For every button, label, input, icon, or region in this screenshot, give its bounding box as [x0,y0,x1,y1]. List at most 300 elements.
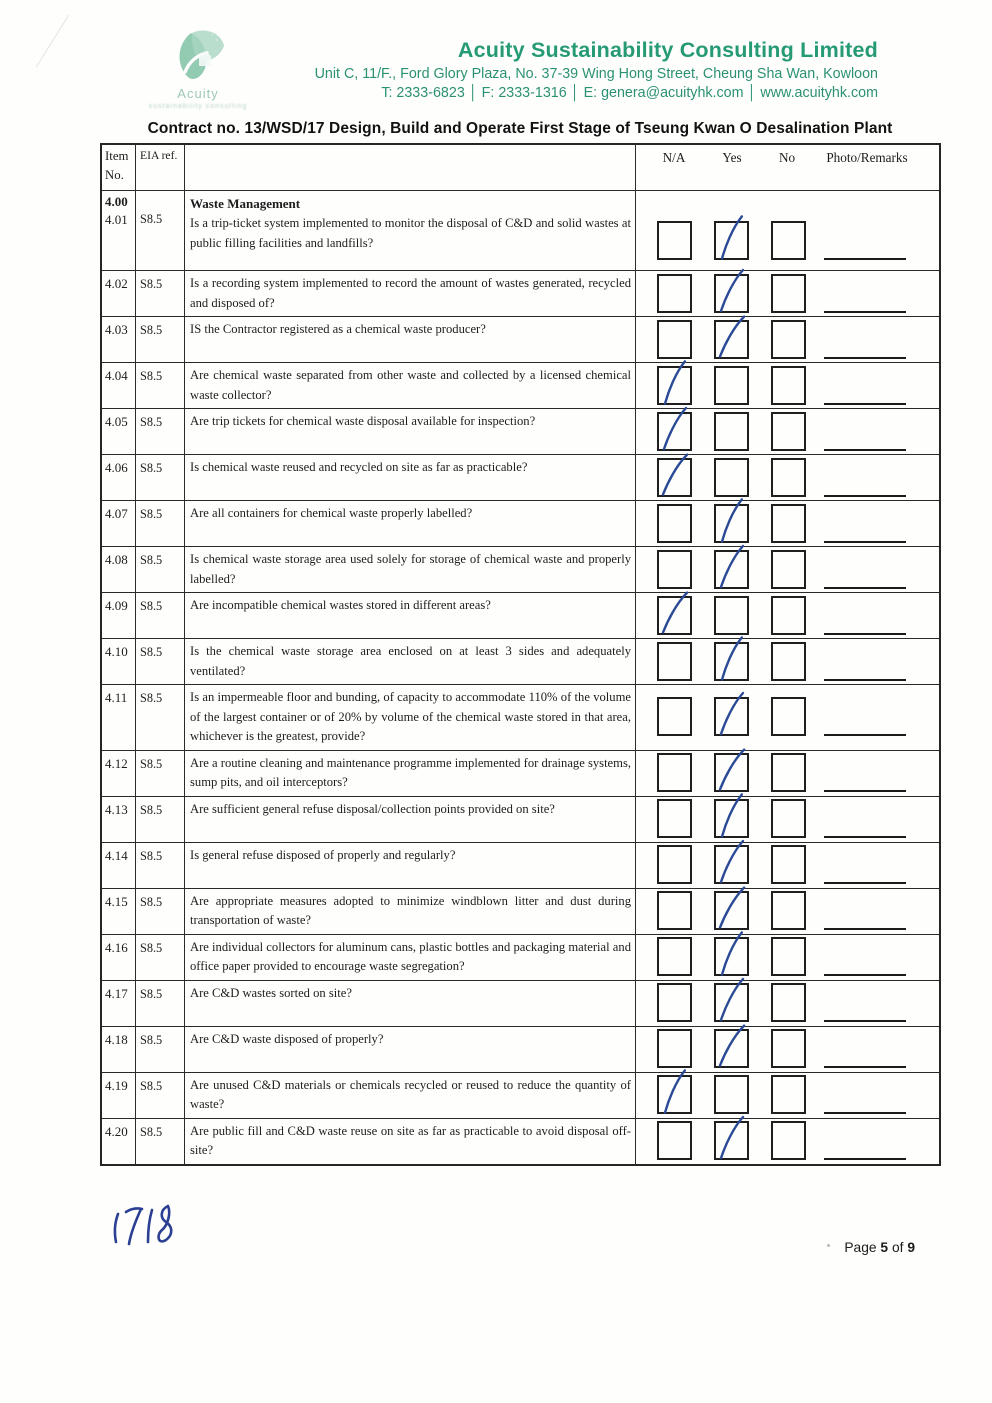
photo-remarks-line[interactable] [824,1158,906,1160]
checkbox-no[interactable] [771,937,806,976]
checkbox-na[interactable] [657,458,692,497]
question-cell [185,317,636,362]
item-no-cell [102,935,136,980]
checkbox-yes[interactable] [714,504,749,543]
item-no-cell [102,751,136,796]
checkbox-no[interactable] [771,1121,806,1160]
answer-boxes [636,596,939,636]
checkbox-yes[interactable] [714,274,749,313]
item-number: 4.03 [105,322,128,337]
question-cell [185,685,636,750]
checkbox-na[interactable] [657,891,692,930]
question-text: Are appropriate measures adopted to minimize windblown litter and dust during transportation of waste? [190,893,631,927]
checkbox-no[interactable] [771,799,806,838]
item-number: 4.06 [105,460,128,475]
table-row [102,546,939,592]
checkbox-yes[interactable] [714,845,749,884]
checkbox-no[interactable] [771,412,806,451]
checkbox-yes[interactable] [714,983,749,1022]
checkbox-no[interactable] [771,596,806,635]
eia-ref-cell [136,455,185,500]
address-line: Unit C, 11/F., Ford Glory Plaza, No. 37-39 Wing Hong Street, Cheung Sha Wan, Kowloon [314,66,878,82]
question-text: Is a trip-ticket system implemented to monitor the disposal of C&D and solid wastes at public filling facilities and landfills? [190,216,631,250]
question-cell [185,1073,636,1118]
tick-mark-icon [715,929,750,981]
answer-boxes [636,550,939,590]
photo-remarks-line[interactable] [824,311,906,313]
table-row [102,750,939,796]
photo-remarks-line[interactable] [824,357,906,359]
answer-boxes [636,937,939,977]
answers-cell [636,547,939,592]
eia-ref-cell [136,1027,185,1072]
photo-remarks-line[interactable] [824,1112,906,1114]
question-text: Is general refuse disposed of properly and regularly? [190,847,456,862]
answers-cell [636,501,939,546]
question-cell [185,889,636,934]
answer-boxes [636,320,939,360]
checkbox-na[interactable] [657,1075,692,1114]
answer-boxes [636,983,939,1023]
answer-boxes [636,366,939,406]
checkbox-na[interactable] [657,983,692,1022]
column-header-item-no [102,145,136,190]
checkbox-na[interactable] [657,1029,692,1068]
checkbox-no[interactable] [771,845,806,884]
eia-ref: S8.5 [140,645,163,659]
eia-ref: S8.5 [140,507,163,521]
contract-title: Contract no. 13/WSD/17 Design, Build and Operate First Stage of Tseung Kwan O Desalination Plant [147,120,893,137]
checkbox-no[interactable] [771,983,806,1022]
answers-cell [636,751,939,796]
item-number: 4.18 [105,1031,128,1047]
page-word: Page [844,1240,877,1255]
checkbox-no[interactable] [771,504,806,543]
checkbox-yes[interactable] [714,221,749,260]
tick-mark-icon [716,976,748,1026]
table-row [102,1072,939,1118]
item-number: 4.20 [105,1123,128,1139]
question-text: Is chemical waste storage area used solely for storage of chemical waste and properly labelled? [190,552,631,586]
of-word: of [891,1240,904,1255]
table-row [102,638,939,684]
checkbox-yes[interactable] [714,320,749,359]
eia-ref-cell [136,685,185,750]
eia-ref-cell [136,1073,185,1118]
table-row [102,190,939,270]
eia-ref-cell [136,889,185,934]
item-number: 4.07 [105,506,128,521]
eia-ref: S8.5 [140,848,163,863]
tick-mark-icon [715,312,750,364]
section-title: Waste Management [190,196,301,211]
checklist-table [100,143,941,1166]
tick-mark-icon [716,543,748,593]
answer-boxes [636,845,939,885]
answer-boxes [636,412,939,452]
checkbox-no[interactable] [771,753,806,792]
company-name: Acuity Sustainability Consulting Limited [457,38,878,62]
item-number: 4.10 [105,644,128,659]
question-cell [185,455,636,500]
item-no-cell [102,191,136,270]
item-number: 4.19 [105,1077,128,1093]
item-number: 4.05 [105,414,128,429]
photo-remarks-line[interactable] [824,495,906,497]
eia-ref: S8.5 [140,369,163,383]
question-text: Is an impermeable floor and bunding, of capacity to accommodate 110% of the volume of the largest container or of 20% by volume of the chemical waste stored in that area, whichever is the greatest, provide? [190,690,631,743]
eia-ref: S8.5 [140,1078,163,1093]
eia-ref-cell [136,935,185,980]
answers-cell [636,409,939,454]
eia-ref: S8.5 [140,691,163,705]
photo-remarks-line[interactable] [824,403,906,405]
eia-ref-cell [136,639,185,684]
question-text: Are sufficient general refuse disposal/collection points provided on site? [190,801,555,816]
column-header-question [185,145,636,190]
checkbox-yes[interactable] [714,891,749,930]
table-row [102,362,939,408]
answers-cell [636,889,939,934]
table-row [102,500,939,546]
eia-ref: S8.5 [140,756,163,771]
column-header-na: N/A [662,150,686,165]
answers-cell [636,271,939,316]
answer-boxes [636,1029,939,1069]
checkbox-na[interactable] [657,320,692,359]
answer-boxes [636,891,939,931]
question-cell [185,751,636,796]
checkbox-yes[interactable] [714,366,749,405]
answers-cell [636,639,939,684]
logo-tagline: sustainability consulting [148,103,248,110]
item-number: 4.02 [105,276,128,291]
total-pages: 9 [907,1240,915,1255]
answer-boxes [636,274,939,314]
eia-ref-cell [136,501,185,546]
handwritten-note [108,1198,186,1261]
answer-boxes [636,221,939,261]
table-row [102,842,939,888]
question-cell [185,1119,636,1164]
item-number: 4.04 [105,368,128,383]
eia-ref: S8.5 [140,802,163,817]
answer-boxes [636,697,939,737]
question-cell [185,547,636,592]
table-row [102,980,939,1026]
checkbox-na[interactable] [657,799,692,838]
photo-remarks-line[interactable] [824,679,906,681]
answer-boxes [636,1075,939,1115]
item-no-cell [102,409,136,454]
answer-boxes [636,642,939,682]
item-number: 4.08 [105,552,128,567]
tick-mark-icon [658,588,693,640]
eia-ref-cell [136,1119,185,1164]
item-no-cell [102,685,136,750]
checkbox-na[interactable] [657,504,692,543]
eia-ref-cell [136,547,185,592]
checkbox-yes[interactable] [714,1121,749,1160]
item-no-cell [102,271,136,316]
question-text: Are C&D waste disposed of properly? [190,1031,384,1046]
eia-ref-cell [136,981,185,1026]
eia-ref: S8.5 [140,1032,163,1047]
checkbox-na[interactable] [657,550,692,589]
checkbox-na[interactable] [657,274,692,313]
question-text: Is chemical waste reused and recycled on site as far as practicable? [190,460,528,474]
checkbox-na[interactable] [657,845,692,884]
question-text: Are chemical waste separated from other waste and collected by a licensed chemical waste collector? [190,368,631,402]
eia-ref-cell [136,409,185,454]
tick-mark-icon [715,745,750,797]
answers-cell [636,363,939,408]
tick-mark-icon [715,213,750,265]
table-row [102,408,939,454]
checkbox-no[interactable] [771,366,806,405]
section-eia-spacer [140,195,184,210]
answers-cell [636,1073,939,1118]
tick-mark-icon [659,405,691,455]
page-indicator [844,1240,915,1255]
item-no-cell [102,501,136,546]
question-cell [185,981,636,1026]
item-number: 4.01 [105,212,128,227]
photo-remarks-line[interactable] [824,541,906,543]
eia-ref: S8.5 [140,986,163,1001]
item-no-cell [102,639,136,684]
checkbox-yes[interactable] [714,458,749,497]
item-number: 4.11 [105,690,128,705]
question-cell [185,409,636,454]
table-row [102,454,939,500]
table-row [102,934,939,980]
checkbox-yes[interactable] [714,1029,749,1068]
question-cell [185,797,636,842]
contact-line: T: 2333-6823 │ F: 2333-1316 │ E: genera@acuityhk.com │ www.acuityhk.com [381,85,878,101]
question-cell [185,191,636,270]
checkbox-no[interactable] [771,221,806,260]
item-number: 4.17 [105,985,128,1001]
table-row [102,1118,939,1164]
answers-cell [636,797,939,842]
eia-ref-cell [136,363,185,408]
checkbox-na[interactable] [657,596,692,635]
checkbox-yes[interactable] [714,596,749,635]
photo-remarks-line[interactable] [824,790,906,792]
tick-mark-icon [716,267,748,317]
question-text: Are unused C&D materials or chemicals recycled or reused to reduce the quantity of waste? [190,1077,631,1111]
item-number: 4.12 [105,755,128,771]
eia-ref: S8.5 [140,894,163,909]
item-no-cell [102,889,136,934]
table-row [102,270,939,316]
question-text: Are public fill and C&D waste reuse on site as far as practicable to avoid disposal off-site? [190,1123,631,1157]
photo-remarks-line[interactable] [824,1020,906,1022]
item-no-cell [102,593,136,638]
tick-mark-icon [715,883,750,935]
eia-ref-cell [136,317,185,362]
section-number: 4.00 [105,194,128,209]
checkbox-yes[interactable] [714,642,749,681]
tick-mark-icon [715,634,750,686]
checkbox-na[interactable] [657,412,692,451]
item-no-cell [102,455,136,500]
photo-remarks-line[interactable] [824,928,906,930]
photo-remarks-line[interactable] [824,974,906,976]
checkbox-no[interactable] [771,891,806,930]
table-row [102,796,939,842]
question-cell [185,593,636,638]
question-cell [185,501,636,546]
question-text: Are a routine cleaning and maintenance programme implemented for drainage systems, sump pits, and oil interceptors? [190,755,631,789]
column-header-no: No [778,150,796,165]
eia-ref: S8.5 [140,940,163,955]
eia-ref: S8.5 [140,1124,163,1139]
eia-ref-cell [136,191,185,270]
item-number: 4.09 [105,598,128,613]
checkbox-yes[interactable] [714,697,749,736]
photo-remarks-line[interactable] [824,633,906,635]
column-header-answers [636,145,939,190]
tick-mark-icon [716,690,748,740]
checkbox-na[interactable] [657,937,692,976]
column-header-item-line1: Item [105,149,129,163]
photo-remarks-line[interactable] [824,587,906,589]
eia-ref: S8.5 [140,599,163,613]
checkbox-yes[interactable] [714,412,749,451]
page-number: 5 [880,1240,889,1255]
item-no-cell [102,317,136,362]
table-header-row [102,145,939,190]
table-row [102,684,939,750]
checkbox-no[interactable] [771,458,806,497]
eia-ref: S8.5 [140,212,163,226]
letterhead [240,38,878,101]
checkbox-no[interactable] [771,550,806,589]
eia-ref: S8.5 [140,415,163,429]
eia-ref-cell [136,797,185,842]
checkbox-no[interactable] [771,1029,806,1068]
question-text: Are individual collectors for aluminum cans, plastic bottles and packaging material and office paper provided to encourage waste segregation? [190,939,631,973]
answer-boxes [636,1121,939,1161]
tick-mark-icon [715,496,750,548]
question-text: Are trip tickets for chemical waste disposal available for inspection? [190,414,536,428]
checkbox-yes[interactable] [714,753,749,792]
checkbox-na[interactable] [657,221,692,260]
checkbox-no[interactable] [771,1075,806,1114]
question-text: IS the Contractor registered as a chemical waste producer? [190,322,486,336]
answer-boxes [636,799,939,839]
photo-remarks-line[interactable] [824,258,906,260]
column-header-yes: Yes [722,150,742,165]
checkbox-na[interactable] [657,642,692,681]
answers-cell [636,317,939,362]
checkbox-na[interactable] [657,366,692,405]
tick-mark-icon [716,1114,748,1164]
column-header-item-line2: No. [105,168,124,182]
item-no-cell [102,1119,136,1164]
item-no-cell [102,1027,136,1072]
question-text: Are all containers for chemical waste properly labelled? [190,506,473,520]
checkbox-no[interactable] [771,642,806,681]
checkbox-yes[interactable] [714,550,749,589]
tick-mark-icon [658,450,693,502]
checkbox-yes[interactable] [714,799,749,838]
question-cell [185,935,636,980]
answers-cell [636,593,939,638]
photo-remarks-line[interactable] [824,449,906,451]
checkbox-no[interactable] [771,320,806,359]
eia-ref: S8.5 [140,277,163,291]
acuity-leaf-logo [155,26,241,88]
checkbox-na[interactable] [657,697,692,736]
checkbox-no[interactable] [771,274,806,313]
question-text: Are incompatible chemical wastes stored in different areas? [190,598,491,612]
scan-artifact-line [36,14,70,67]
table-row [102,592,939,638]
answers-cell [636,685,939,750]
table-row [102,1026,939,1072]
eia-ref: S8.5 [140,323,163,337]
checkbox-na[interactable] [657,1121,692,1160]
tick-mark-icon [715,1021,750,1073]
checkbox-no[interactable] [771,697,806,736]
question-text: Is the chemical waste storage area enclosed on at least 3 sides and adequately ventilated? [190,644,631,678]
eia-ref-cell [136,751,185,796]
answers-cell [636,981,939,1026]
table-row [102,888,939,934]
question-text: Are C&D wastes sorted on site? [190,985,352,1000]
item-no-cell [102,547,136,592]
item-number: 4.13 [105,801,128,817]
question-cell [185,363,636,408]
photo-remarks-line[interactable] [824,734,906,736]
tick-mark-icon [716,838,748,888]
question-cell [185,1027,636,1072]
item-number: 4.16 [105,939,128,955]
logo-wordmark: Acuity [177,86,219,101]
photo-remarks-line[interactable] [824,1066,906,1068]
item-number: 4.15 [105,893,128,909]
eia-ref-cell [136,271,185,316]
question-text: Is a recording system implemented to record the amount of wastes generated, recycled and disposed of? [190,276,631,310]
company-logo [148,26,248,110]
answers-cell [636,455,939,500]
checkbox-na[interactable] [657,753,692,792]
tick-mark-icon [715,791,750,843]
scan-speck [827,1244,830,1247]
eia-ref-cell [136,843,185,888]
answer-boxes [636,753,939,793]
answers-cell [636,935,939,980]
answers-cell [636,1027,939,1072]
answers-cell [636,843,939,888]
item-no-cell [102,797,136,842]
item-no-cell [102,843,136,888]
answers-cell [636,1119,939,1164]
photo-remarks-line[interactable] [824,882,906,884]
photo-remarks-line[interactable] [824,836,906,838]
column-header-eia-ref: EIA ref. [136,145,185,190]
checkbox-yes[interactable] [714,937,749,976]
table-row [102,316,939,362]
question-cell [185,843,636,888]
question-cell [185,639,636,684]
eia-ref: S8.5 [140,553,163,567]
question-cell [185,271,636,316]
checkbox-yes[interactable] [714,1075,749,1114]
